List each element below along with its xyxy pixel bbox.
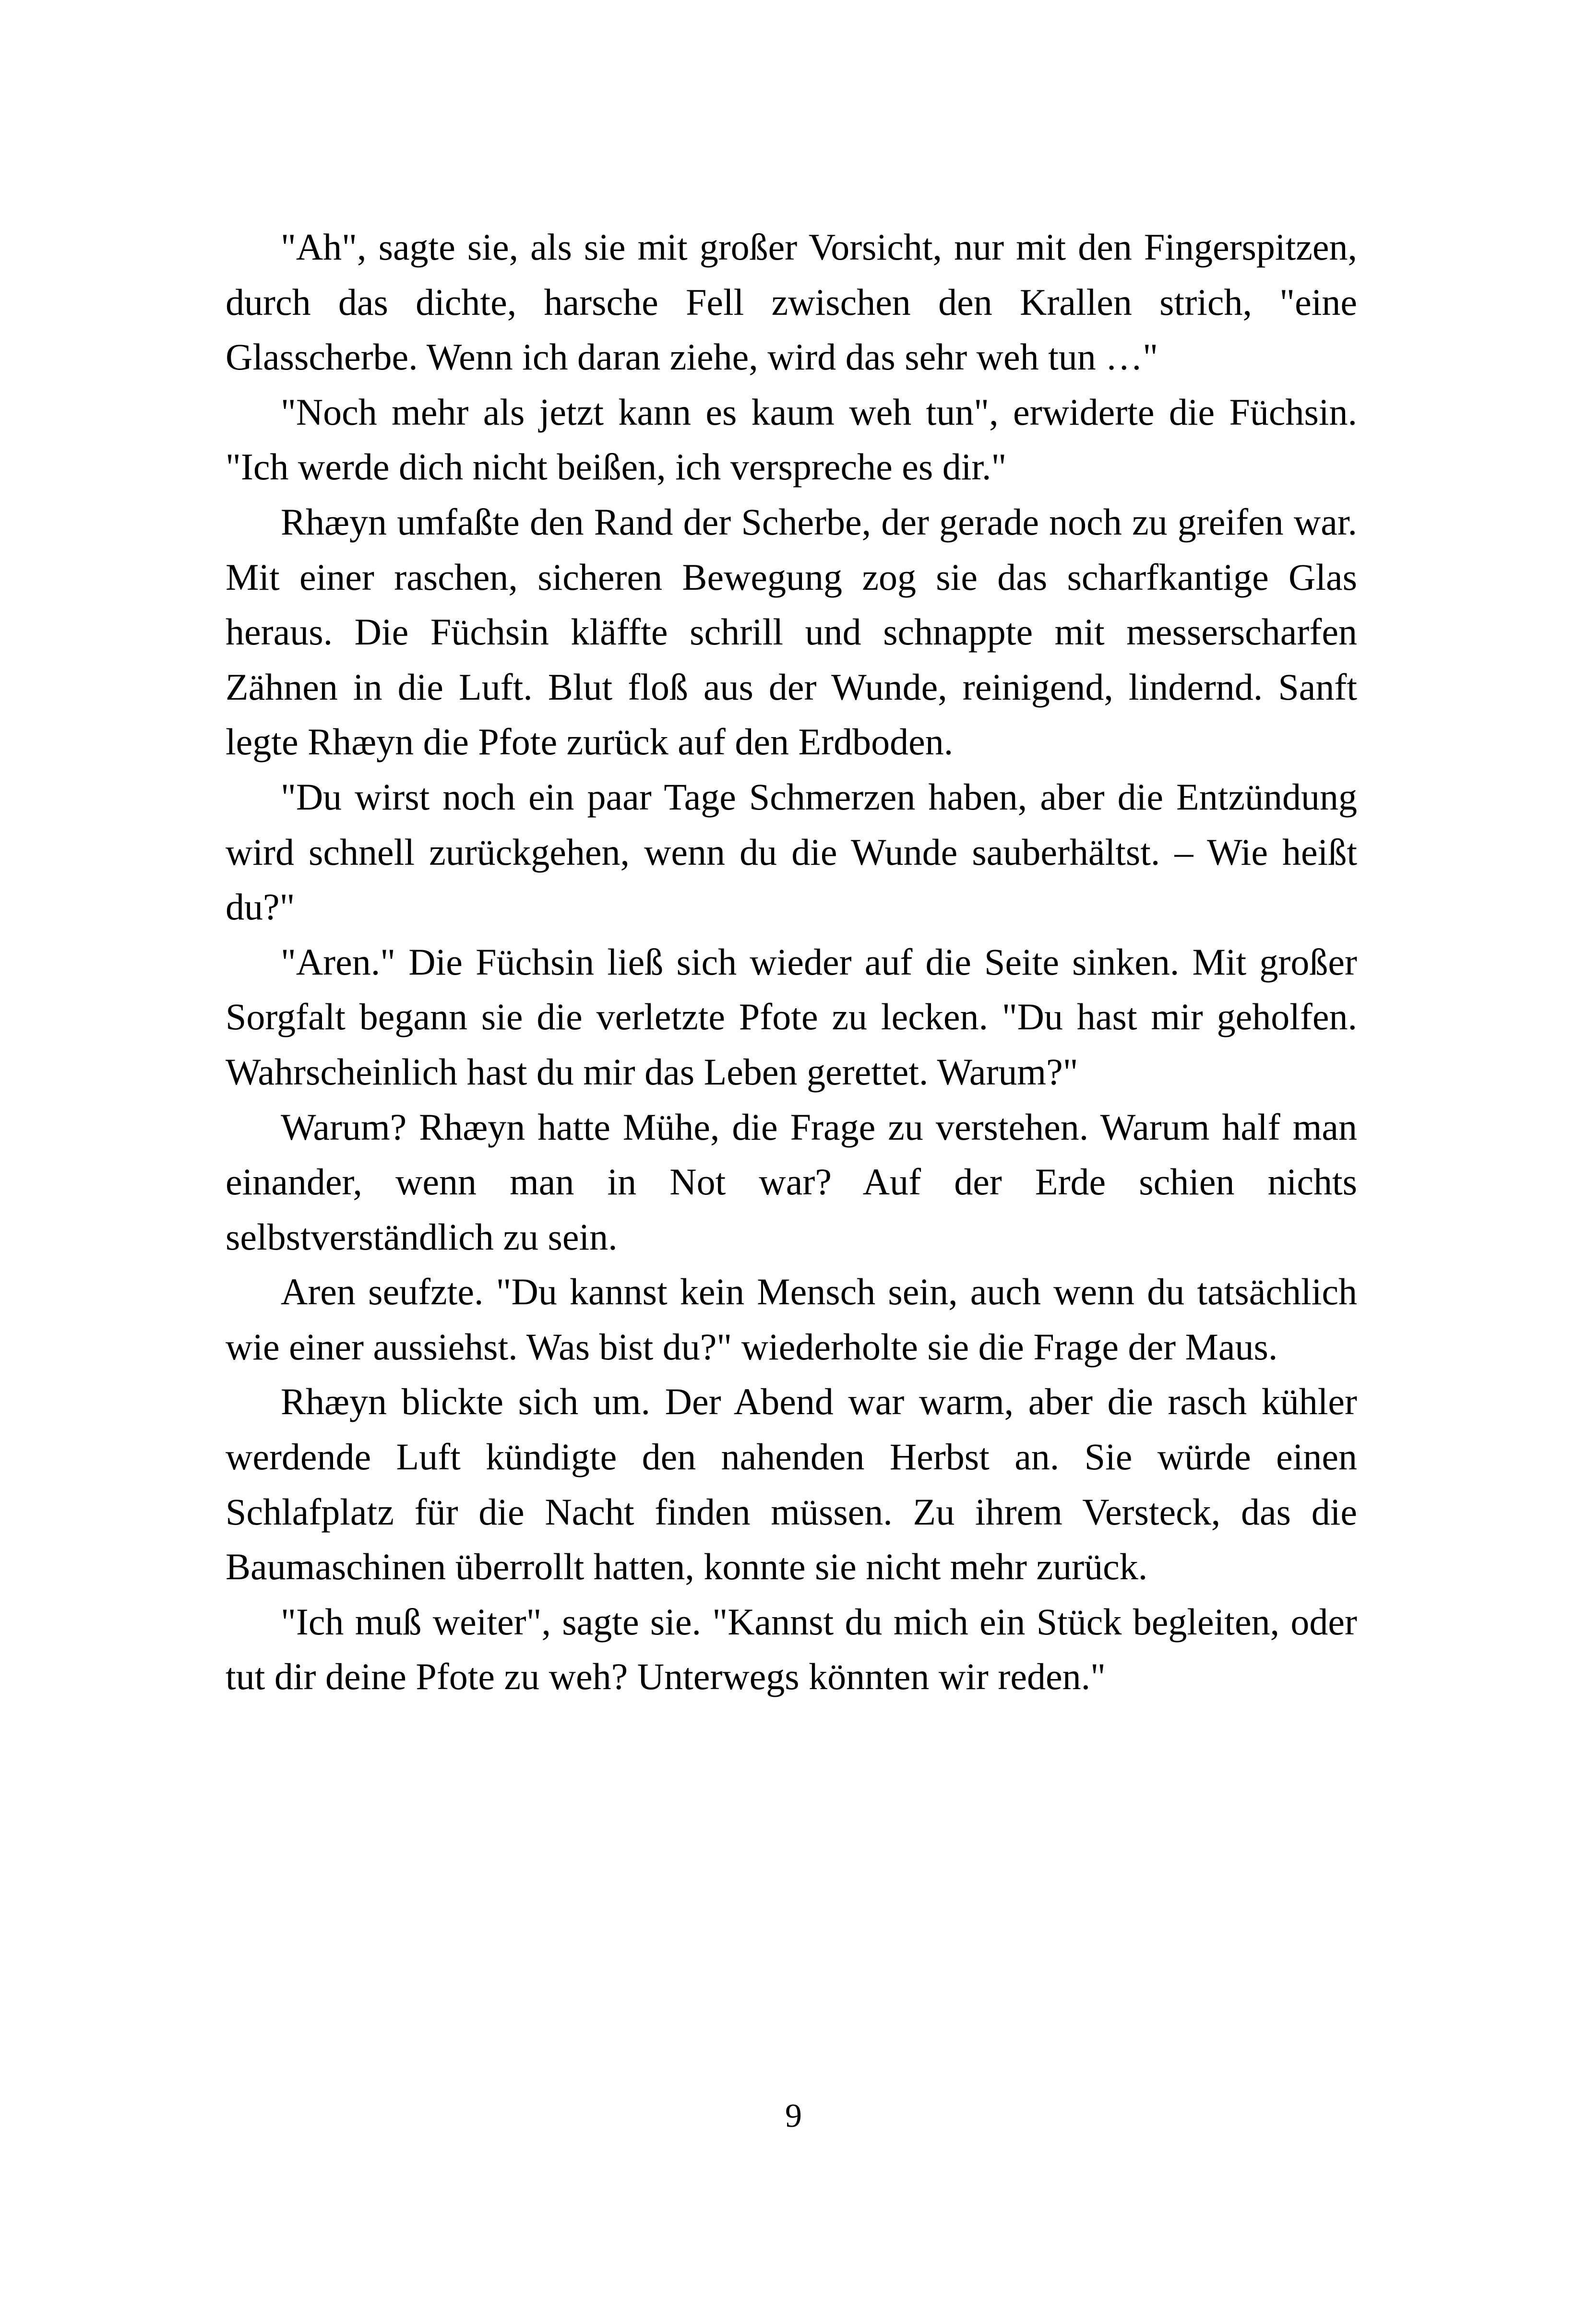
paragraph-9: "Ich muß weiter", sagte sie. "Kannst du mich ein Stück begleiten, oder tut dir deine Pfote zu weh? Unterwegs könnten wir reden." — [226, 1600, 1357, 1698]
paragraph-2: "Noch mehr als jetzt kann es kaum weh tun", erwiderte die Füchsin. "Ich werde dich nicht beißen, ich verspreche es dir." — [226, 391, 1357, 488]
paragraph-7: Aren seufzte. "Du kannst kein Mensch sein, auch wenn du tatsächlich wie einer aussiehst. Was bist du?" wiederholte sie die Frage der Maus. — [226, 1271, 1357, 1368]
paragraph-5: "Aren." Die Füchsin ließ sich wieder auf die Seite sinken. Mit großer Sorgfalt begann sie die verletzte Pfote zu lecken. "Du hast mir geholfen. Wahrscheinlich hast du mir das Leben gerettet. Warum?" — [226, 941, 1357, 1093]
paragraph-4: "Du wirst noch ein paar Tage Schmerzen haben, aber die Entzündung wird schnell zurückgehen, wenn du die Wunde sauberhältst. – Wie heißt du?" — [226, 775, 1357, 928]
paragraph-8: Rhæyn blickte sich um. Der Abend war warm, aber die rasch kühler werdende Luft kündigte den nahenden Herbst an. Sie würde einen Schlafplatz für die Nacht finden müssen. Zu ihrem Versteck, das die Baumaschinen überrollt hatten, konnte sie nicht mehr zurück. — [226, 1381, 1357, 1588]
paragraph-1: "Ah", sagte sie, als sie mit großer Vorsicht, nur mit den Fingerspitzen, durch das dichte, harsche Fell zwischen den Krallen strich, "eine Glasscherbe. Wenn ich daran ziehe, wird das sehr weh tun …" — [226, 226, 1357, 378]
page-number: 9 — [785, 2098, 802, 2134]
body-text — [226, 220, 1357, 1704]
paragraph-3: Rhæyn umfaßte den Rand der Scherbe, der gerade noch zu greifen war. Mit einer raschen, sicheren Bewegung zog sie das scharfkantige Glas heraus. Die Füchsin kläffte schrill und schnappte mit messerscharfen Zähnen in die Luft. Blut floß aus der Wunde, reinigend, lindernd. Sanft legte Rhæyn die Pfote zurück auf den Erdboden. — [226, 501, 1357, 763]
paragraph-6: Warum? Rhæyn hatte Mühe, die Frage zu verstehen. Warum half man einander, wenn man in Not war? Auf der Erde schien nichts selbstverständlich zu sein. — [226, 1106, 1357, 1258]
